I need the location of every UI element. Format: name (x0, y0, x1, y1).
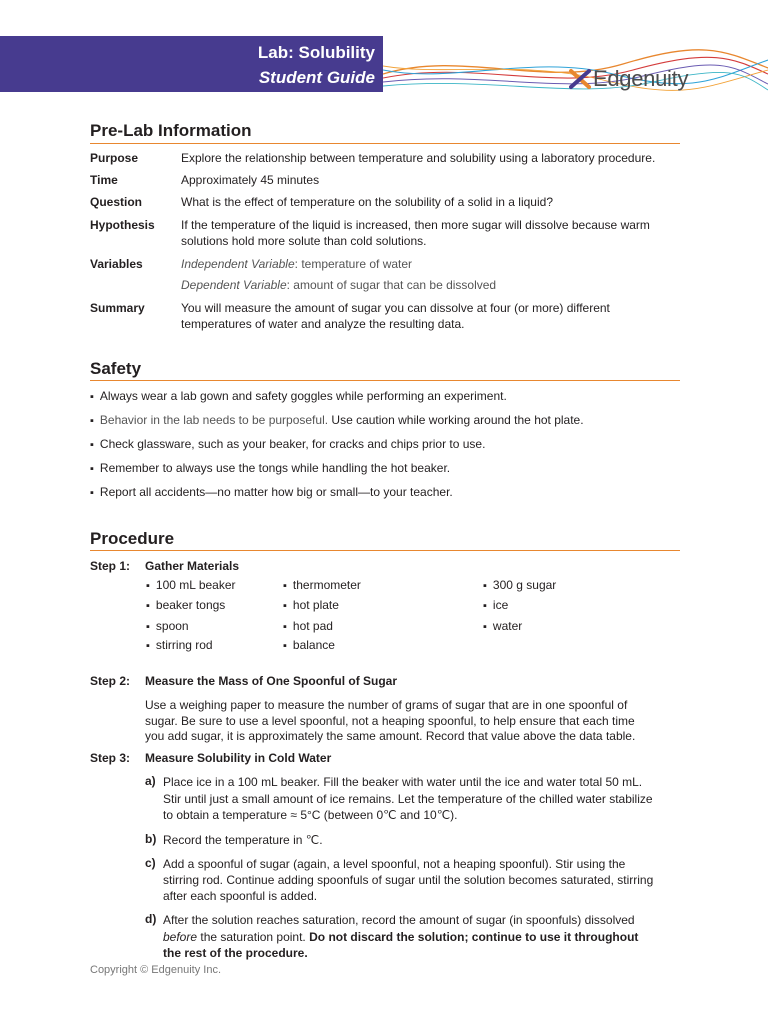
dependent-variable-label: Dependent Variable (181, 278, 287, 292)
material-item: ▪ spoon (146, 619, 189, 633)
step2-text-line-3: you add sugar, it is approximately the same amount. Record that value above the data table. (145, 729, 636, 743)
substep-a-label: a) (145, 774, 156, 788)
procedure-rule (90, 550, 680, 551)
material-item: ▪ 100 mL beaker (146, 578, 236, 592)
prelab-heading: Pre-Lab Information (90, 121, 252, 140)
step3-label: Step 3: (90, 751, 131, 765)
substep-a-line-2: Stir until just a small amount of ice remains. Let the temperature of the chilled water stabilize (163, 792, 653, 806)
summary-line-2: temperatures of water and analyze the resulting data. (181, 317, 465, 331)
substep-d-label: d) (145, 912, 157, 926)
independent-variable-label: Independent Variable (181, 257, 295, 271)
hypothesis-label: Hypothesis (90, 218, 155, 232)
edgenuity-logo (569, 66, 688, 92)
material-item: ▪ water (483, 619, 522, 633)
safety-rule (90, 380, 680, 381)
step2-text-line-1: Use a weighing paper to measure the number of grams of sugar that are in one spoonful of (145, 698, 628, 712)
question-value: What is the effect of temperature on the solubility of a solid in a liquid? (181, 195, 553, 209)
substep-c-line-2: stirring rod. Continue adding spoonfuls of sugar until the solution becomes saturated, stirring (163, 873, 654, 887)
step2-label: Step 2: (90, 674, 131, 688)
step2-text-line-2: sugar. Be sure to use a level spoonful, not a heaping spoonful, to help ensure that each time (145, 714, 635, 728)
copyright: Copyright © Edgenuity Inc. (90, 964, 222, 976)
purpose-value: Explore the relationship between temperature and solubility using a laboratory procedure. (181, 151, 656, 165)
material-item: ▪ 300 g sugar (483, 578, 556, 592)
substep-d-line-2 (163, 929, 680, 946)
step1-title: Gather Materials (145, 559, 240, 573)
purpose-label: Purpose (90, 151, 139, 165)
material-item: ▪ beaker tongs (146, 598, 225, 612)
dependent-variable (181, 277, 681, 293)
dependent-variable-value: : amount of sugar that can be dissolved (286, 278, 497, 292)
substep-d-line-3: the rest of the procedure. (163, 946, 308, 960)
safety-item: ▪ Always wear a lab gown and safety goggles while performing an experiment. (90, 389, 690, 403)
material-item: ▪ thermometer (283, 578, 361, 592)
material-item: ▪ balance (283, 638, 335, 652)
step2-title: Measure the Mass of One Spoonful of Sugar (145, 674, 398, 688)
material-item: ▪ hot pad (283, 619, 333, 633)
title-banner (0, 36, 383, 92)
substep-d-plain: the saturation point. (197, 930, 310, 944)
top-margin (0, 0, 768, 36)
safety-heading: Safety (90, 359, 142, 378)
material-item: ▪ hot plate (283, 598, 339, 612)
question-label: Question (90, 195, 143, 209)
safety-item: ▪ Check glassware, such as your beaker, for cracks and chips prior to use. (90, 437, 690, 451)
safety-item (90, 413, 690, 427)
safety-item-prefix: Behavior in the lab needs to be purposeful. (99, 413, 332, 427)
variables-label: Variables (90, 257, 143, 271)
independent-variable (181, 256, 681, 272)
substep-d-bold: Do not discard the solution; continue to use it throughout (309, 930, 639, 944)
logo-text: Edgenuity (593, 66, 689, 91)
substep-c-line-3: after each spoonful is added. (163, 889, 318, 903)
hypothesis-line-2: solutions hold more solute than cold solutions. (181, 234, 427, 248)
safety-item-text: Use caution while working around the hot plate. (331, 413, 584, 427)
safety-item: ▪ Remember to always use the tongs while handling the hot beaker. (90, 461, 690, 475)
substep-c-label: c) (145, 856, 156, 870)
summary-label: Summary (90, 301, 145, 315)
substep-a-line-1: Place ice in a 100 mL beaker. Fill the beaker with water until the ice and water total 50 mL. (163, 775, 643, 789)
substep-d-italic: before (163, 930, 198, 944)
summary-line-1: You will measure the amount of sugar you can dissolve at four (or more) different (181, 301, 610, 315)
substep-a-line-3: to obtain a temperature ≈ 5°C (between 0℃ and 10℃). (163, 808, 458, 822)
step1-label: Step 1: (90, 559, 131, 573)
lab-subtitle: Student Guide (258, 68, 375, 87)
time-value: Approximately 45 minutes (181, 173, 320, 187)
material-item: ▪ stirring rod (146, 638, 213, 652)
edgenuity-x-icon (569, 68, 591, 90)
substep-b-label: b) (145, 832, 157, 846)
independent-variable-value: : temperature of water (294, 257, 413, 271)
substep-c-line-1: Add a spoonful of sugar (again, a level spoonful, not a heaping spoonful). Stir using the (163, 857, 626, 871)
prelab-rule (90, 143, 680, 144)
step3-title: Measure Solubility in Cold Water (145, 751, 332, 765)
safety-item: ▪ Report all accidents—no matter how big or small—to your teacher. (90, 485, 690, 499)
time-label: Time (90, 173, 118, 187)
substep-d-line-1: After the solution reaches saturation, record the amount of sugar (in spoonfuls) dissolved (163, 913, 635, 927)
lab-title: Lab: Solubility (257, 43, 375, 62)
hypothesis-line-1: If the temperature of the liquid is increased, then more sugar will dissolve because warm (181, 218, 650, 232)
material-item: ▪ ice (483, 598, 508, 612)
substep-b-line-1: Record the temperature in ℃. (163, 833, 323, 847)
procedure-heading: Procedure (90, 529, 175, 548)
